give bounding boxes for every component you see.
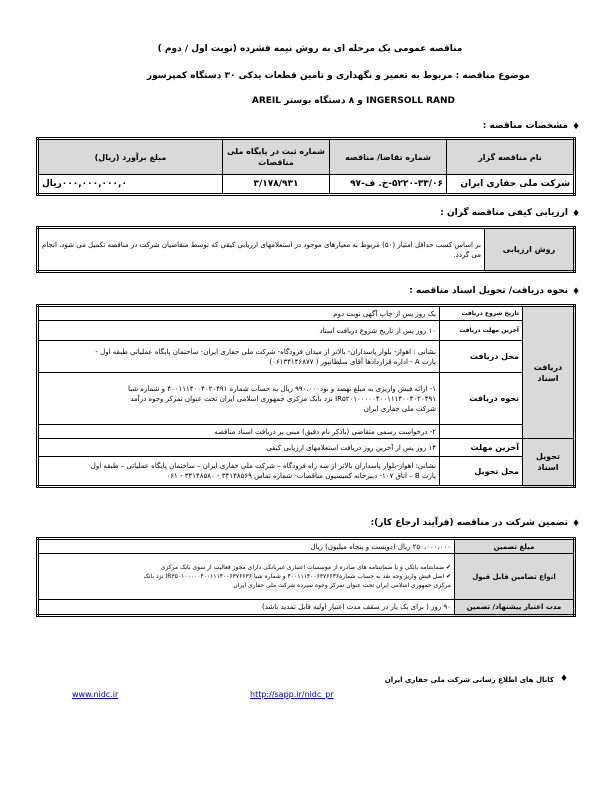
docs-start-value: یک روز پس از چاپ آگهی نوبت دوم	[38, 306, 440, 321]
specs-registry: ۳/۱۷۸/۹۳۱	[223, 175, 330, 195]
docs-deliver-place-1: نشانی: اهواز-بلوار پاسداران بالاتر از سه راه فرودگاه – شرکت ملی حفاری ایران – ساختمان پایگاه عملیاتی – طبقه اول	[90, 462, 436, 470]
specs-col-estimate: مبلغ برآورد (ریال)	[38, 139, 223, 175]
docs-method-1b: IR۵۲۰۱۰۰۰۰۰۴۰۰۱۱۱۴۰۰۴۰۲۰۴۹۱ نزد بانک مرکزی جمهوری اسلامی ایران تحت عنوان تمرکز وجوه درآمد	[130, 394, 436, 403]
specs-col-number: شماره تقاضا/ مناقصه	[330, 139, 447, 175]
bullet-icon: ♦	[572, 287, 581, 297]
docs-last-deadline-label: آخرین مهلت	[440, 439, 523, 457]
bullet-icon: ♦	[572, 519, 581, 529]
bullet-icon: ♦	[572, 122, 581, 132]
docs-method-2: ۲- درخواست رسمی متقاضی (باذکر نام دقیق) مبنی بر دریافت اسناد مناقصه	[38, 425, 440, 439]
docs-deliver-group: تحویل اسناد	[523, 439, 575, 487]
guarantee-table	[36, 537, 576, 617]
website-link[interactable]: www.nidc.ir	[72, 690, 119, 699]
subject-line-2: INGERSOLL RAND و ۸ دستگاه بوستر AREIL	[251, 96, 455, 106]
guarantee-type-2b: مرکزی جمهوری اسلامی ایران تحت عنوان تمرکز وجوه سپرده شرکت ملی حفاری ایران	[233, 582, 451, 589]
docs-table	[36, 304, 576, 488]
docs-start-label: تاریخ شروع دریافت	[440, 306, 523, 321]
check-icon: ✔	[444, 564, 451, 571]
docs-place-line-2: پارت A - اداره قراردادها آقای سلطانپور ( ۰۶۱۳۴۱۴۶۸۷۷)	[269, 357, 436, 366]
guarantee-types-label: انواع تضامین قابل قبول	[455, 554, 575, 600]
evaluation-label: روش ارزیابی	[485, 228, 575, 272]
specs-tenderer: شرکت ملی حفاری ایران	[447, 175, 575, 195]
docs-receive-group: دریافت اسناد	[523, 306, 575, 439]
docs-place-line-1: نشانی : اهواز- بلوار پاسداران- بالاتر از میدان فرودگاه- شرکت ملی حفاری ایران- ساختمان پایگاه عملیاتی طبقه اول -	[95, 347, 436, 356]
docs-place-label: محل دریافت	[440, 341, 523, 373]
bullet-icon: ♦	[560, 674, 569, 684]
specs-col-tenderer: نام مناقصه گزار	[447, 139, 575, 175]
page-title: مناقصه عمومی یک مرحله ای به روش نیمه فشرده (نوبت اول / دوم )	[157, 44, 463, 54]
specs-table	[36, 137, 576, 196]
docs-method-1a: ۱- ارائه فیش واریزی به مبلغ نهصد و نود۹۹۰،۰۰۰ ریال به حساب شماره ۴۰۰۱۱۱۴۰۰۴۰۲۰۴۹۱ و شماره شبا	[127, 384, 436, 393]
docs-deliver-place-label: محل تحویل	[440, 457, 523, 487]
guarantee-type-1: ضمانتنامه بانکی و یا ضمانتنامه های صادره از موسسات اعتباری غیربانکی دارای مجوز فعالیت از سوی بانک مرکزی	[160, 564, 445, 571]
bullet-icon: ♦	[572, 209, 581, 219]
docs-method-label: نحوه دریافت	[440, 373, 523, 425]
evaluation-table	[36, 226, 576, 273]
check-icon: ✔	[444, 573, 451, 580]
specs-heading: مشخصات مناقصه :	[482, 121, 568, 131]
docs-method-1c: شرکت ملی حفاری ایران	[363, 404, 436, 413]
guarantee-amount-value: ۲۵۰،۰۰۰،۰۰۰ ریال (دویست و پنجاه میلیون) ریال	[38, 539, 455, 554]
evaluation-heading: ارزیابی کیفی مناقصه گران :	[440, 208, 568, 218]
docs-deliver-place-2: پارت B – اتاق ۱۰۷- دبیرخانه کمیسیون مناقصات- شماره تماس ۳۴۱۴۸۵۶۹ - ۳۴۱۴۸۵۸۰ - ۰۶۱	[166, 472, 436, 480]
subject-line-1: موضوع مناقصه : مربوط به تعمیر و نگهداری و تامین قطعات یدکی ۳۰ دستگاه کمپرسور	[146, 71, 530, 81]
specs-estimate: ۰۰۰,۰۰۰,۰۰۰,۰ریال	[38, 175, 223, 195]
evaluation-text: بر اساس کسب حداقل امتیاز (۵۰) مربوط به معیارهای موجود در استعلامهای ارزیابی کیفی که توسط متقاضیان شرکت در مناقصه تکمیل می شود، انجام می گردد.	[38, 228, 485, 272]
docs-deadline-label: آخرین مهلت دریافت	[440, 321, 523, 341]
guarantee-heading: تضمین شرکت در مناقصه (فرآیند ارجاع کار):	[370, 518, 568, 528]
specs-col-registry: شماره ثبت در پایگاه ملی مناقصات	[223, 139, 330, 175]
docs-deadline-value: ۱۰ روز پس از تاریخ شروع دریافت اسناد	[38, 321, 440, 341]
docs-last-deadline-value: ۱۴ روز پس از آخرین روز دریافت استعلامهای ارزیابی کیفی	[38, 439, 440, 457]
docs-heading: نحوه دریافت/ تحویل اسناد مناقصه :	[409, 286, 568, 296]
specs-number: ۵۲۲۰-۳۳/۰۶-خ. ف-۹۷	[330, 175, 447, 195]
guarantee-type-2a: اصل فیش واریز وجه نقد به حساب شماره۴۰۰۱۱۱۴۰۰۶۳۷۶۶۳۶ و شماره شبا IR۳۵۰۱۰۰۰۰۰۴۰۰۱۱۱۴۰۰۶۳۷۶۶۳۶ نزد بانک	[143, 573, 445, 580]
guarantee-validity-value: ۹۰ روز ( برای یک بار در سقف مدت اعتبار اولیه قابل تمدید باشد)	[38, 600, 455, 616]
guarantee-amount-label: مبلغ تضمین	[455, 539, 575, 554]
channels-label: کانال های اطلاع رسانی شرکت ملی حفاری ایران	[384, 676, 554, 684]
guarantee-validity-label: مدت اعتبار پیشنهاد/ تضمین	[455, 600, 575, 616]
sapp-link[interactable]: http://sapp.ir/nidc_pr	[250, 690, 334, 699]
